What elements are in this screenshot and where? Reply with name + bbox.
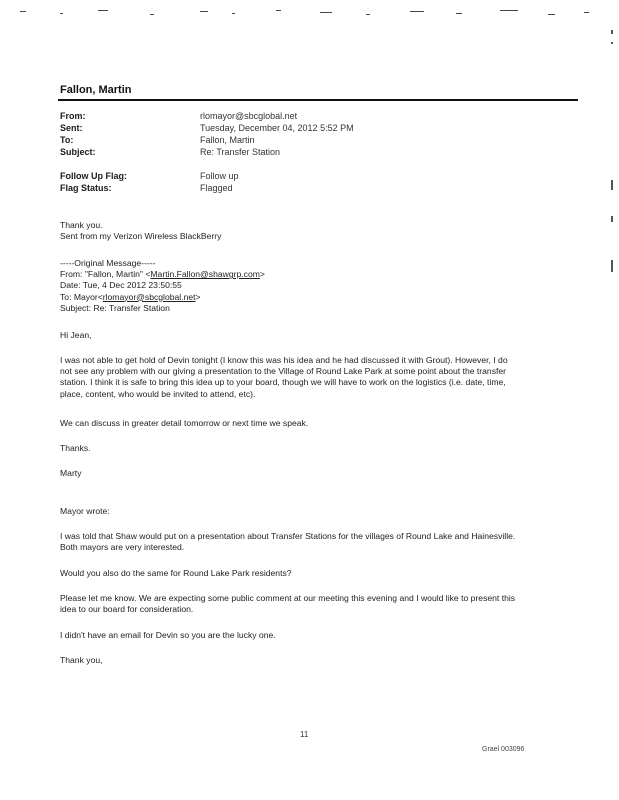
to-label: To: [60, 135, 74, 145]
original-message-headers [60, 258, 580, 314]
from-value: rlomayor@sbcglobal.net [200, 111, 298, 121]
letter-paragraph-1: I was not able to get hold of Devin tonight (I know this was his idea and he had discussed it with Grout). However, I do not see any problem with our giving a presentation to the Village of Round Lake Park at some point about the transfer station. I think it is safe to bring this idea up to your board, though we will have to work on the logistics (i.e. date, time, place, content, who would be invited to attend, etc). [60, 355, 508, 399]
mailbox-owner-name: Fallon, Martin [60, 84, 132, 96]
to-email-link[interactable]: rlomayor@sbcglobal.net [102, 291, 196, 302]
original-to: To: Mayor<rlomayor@sbcglobal.net> [60, 291, 201, 302]
flag-status-label: Flag Status: [60, 183, 112, 193]
subject-value: Re: Transfer Station [200, 147, 281, 157]
flag-status-value: Flagged [200, 183, 233, 193]
quoted-paragraph-4: I didn't have an email for Devin so you are the lucky one. [60, 630, 276, 640]
from-label: From: [60, 111, 86, 121]
follow-up-flag-value: Follow up [200, 171, 239, 181]
sent-value: Tuesday, December 04, 2012 5:52 PM [200, 123, 354, 133]
quoted-paragraph-3: Please let me know. We are expecting some public comment at our meeting this evening and I would like to present this idea to our board for consideration. [60, 593, 516, 615]
quoted-paragraph-1: I was told that Shaw would put on a presentation about Transfer Stations for the villages of Round Lake and Hainesville. Both mayors are very interested. [60, 531, 516, 553]
original-subject: Subject: Re: Transfer Station [60, 302, 170, 313]
scan-speckle [0, 8, 619, 20]
quoted-intro: Mayor wrote: [60, 506, 110, 516]
original-from: From: "Fallon, Martin" <Martin.Fallon@shawgrp.com> [60, 269, 265, 280]
reply-body [60, 220, 580, 242]
letter-body [60, 330, 580, 341]
subject-label: Subject: [60, 147, 96, 157]
header-divider [58, 99, 578, 101]
letter-paragraph-2: We can discuss in greater detail tomorrow or next time we speak. [60, 418, 309, 428]
from-email-link[interactable]: Martin.Fallon@shawgrp.com [150, 269, 260, 280]
original-date: Date: Tue, 4 Dec 2012 23:50:55 [60, 280, 182, 291]
reply-signature: Sent from my Verizon Wireless BlackBerry [60, 231, 222, 242]
reply-line: Thank you. [60, 220, 103, 230]
quoted-closing: Thank you, [60, 655, 103, 665]
original-message-divider: -----Original Message----- [60, 258, 156, 268]
letter-thanks: Thanks. [60, 443, 91, 453]
to-value: Fallon, Martin [200, 135, 255, 145]
page-number: 11 [300, 730, 309, 739]
scan-edge-marks [605, 30, 613, 290]
sent-label: Sent: [60, 123, 83, 133]
follow-up-flag-label: Follow Up Flag: [60, 171, 127, 181]
quoted-paragraph-2: Would you also do the same for Round Lake Park residents? [60, 568, 292, 578]
bates-number: Grael 003096 [482, 746, 525, 753]
letter-signature: Marty [60, 468, 82, 478]
greeting: Hi Jean, [60, 330, 92, 340]
